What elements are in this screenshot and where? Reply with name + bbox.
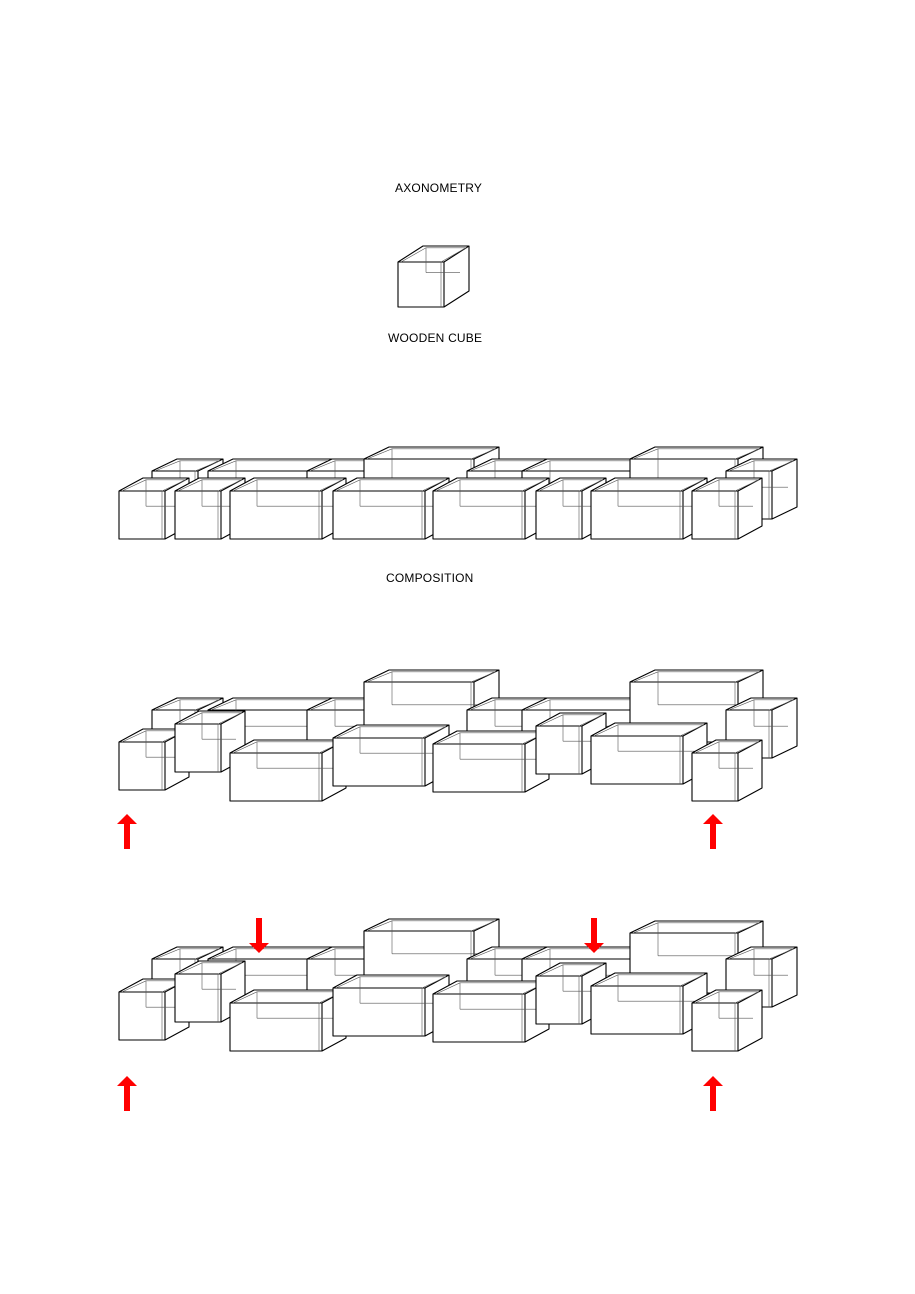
stage2-front-box-8 <box>692 990 762 1051</box>
caption-composition: COMPOSITION <box>386 571 474 585</box>
comp-front-box-8 <box>692 478 762 539</box>
comp-front-box-5 <box>433 478 549 539</box>
stage2-front-box-5 <box>433 981 549 1042</box>
comp-front-box-3 <box>230 478 346 539</box>
stage2-front-box-4 <box>333 975 449 1036</box>
composition-drawing <box>119 447 797 539</box>
caption-wooden-cube: WOODEN CUBE <box>388 331 483 345</box>
arrow-up-right-2 <box>703 1076 723 1111</box>
shifted-composition-1 <box>119 670 797 801</box>
arrow-up-right-1 <box>703 814 723 849</box>
stage1-front-box-3 <box>230 740 346 801</box>
shifted-composition-2 <box>119 919 797 1051</box>
stage2-front-box-3 <box>230 990 346 1051</box>
title-axonometry: AXONOMETRY <box>395 181 483 195</box>
stage1-front-box-4 <box>333 725 449 786</box>
arrow-up-left-2 <box>117 1076 137 1111</box>
stage2-front-box-7 <box>591 973 707 1034</box>
arrow-up-left-1 <box>117 814 137 849</box>
stage1-front-box-7 <box>591 723 707 784</box>
wooden-cube-drawing <box>398 246 469 307</box>
stage1-front-box-8 <box>692 740 762 801</box>
stage1-front-box-5 <box>433 731 549 792</box>
comp-front-box-7 <box>591 478 707 539</box>
comp-front-box-4 <box>333 478 449 539</box>
wooden-cube <box>398 246 469 307</box>
